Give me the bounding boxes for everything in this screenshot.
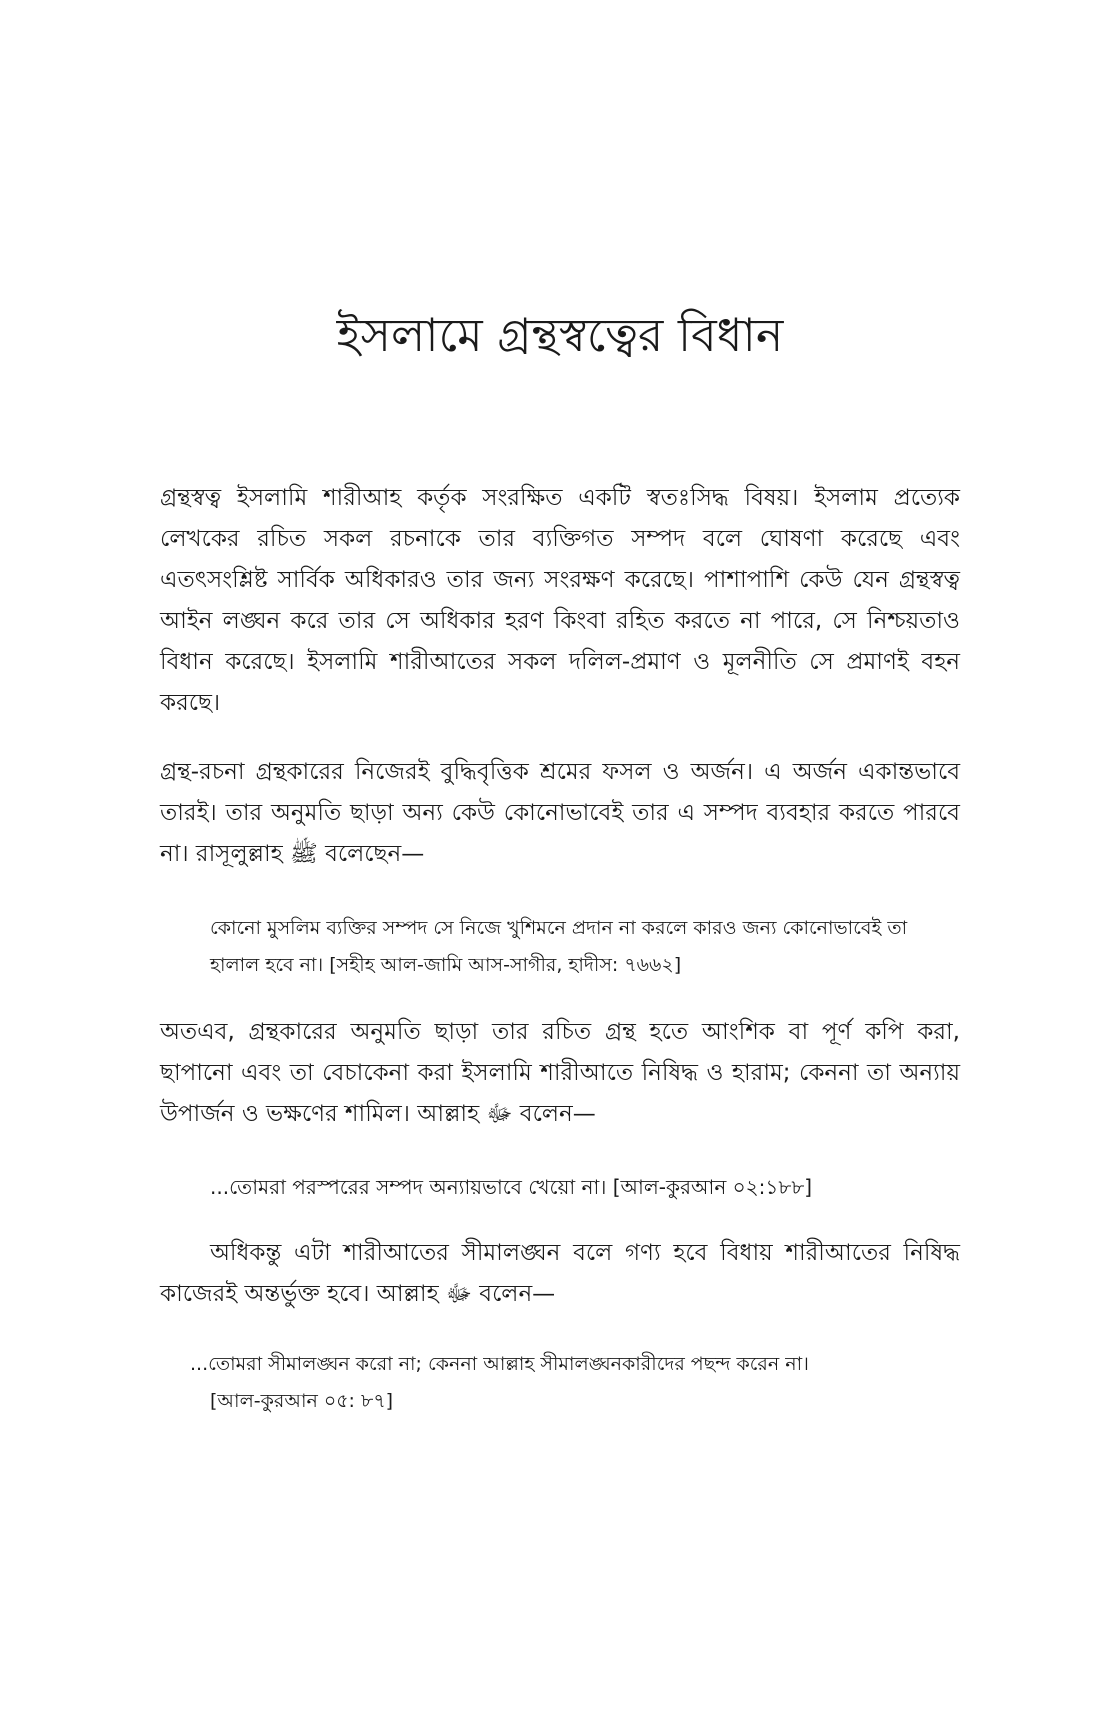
hadith-quote: কোনো মুসলিম ব্যক্তির সম্পদ সে নিজে খুশিমনে প্রদান না করলে কারও জন্য কোনোভাবেই তা হালাল হবে না। [সহীহ আল-জামি আস-সাগীর, হাদীস: ৭৬৬২] [210,917,908,976]
paragraph-copyright-intro: গ্রন্থস্বত্ব ইসলামি শারীআহ কর্তৃক সংরক্ষিত একটি স্বতঃসিদ্ধ বিষয়। ইসলাম প্রত্যেক লেখকের রচিত সকল রচনাকে তার ব্যক্তিগত সম্পদ বলে ঘোষণা করেছে এবং এতৎসংশ্লিষ্ট সার্বিক অধিকারও তার জন্য সংরক্ষণ করেছে। পাশাপাশি কেউ যেন গ্রন্থস্বত্ব আইন লঙ্ঘন করে তার সে অধিকার হরণ কিংবা রহিত করতে না পারে, সে নিশ্চয়তাও বিধান করেছে। ইসলামি শারীআতের সকল দলিল-প্রমাণ ও মূলনীতি সে প্রমাণই বহন করছে। [160,485,960,716]
paragraph-author-ownership: গ্রন্থ-রচনা গ্রন্থকারের নিজেরই বুদ্ধিবৃত্তিক শ্রমের ফসল ও অর্জন। এ অর্জন একান্তভাবে তারই। তার অনুমতি ছাড়া অন্য কেউ কোনোভাবেই তার এ সম্পদ ব্যবহার করতে পারবে না। রাসূলুল্লাহ ﷺ বলেছেন— [160,759,960,867]
quran-quote-5-87 [190,1346,960,1420]
quran-quote-reference: [আল-কুরআন ০৫: ৮৭] [210,1390,394,1412]
page-title: ইসলামে গ্রন্থস্বত্বের বিধান [336,308,784,362]
quran-quote-2-188: ...তোমরা পরস্পরের সম্পদ অন্যায়ভাবে খেয়ো না। [আল-কুরআন ০২:১৮৮] [210,1175,813,1199]
paragraph-prohibition: অতএব, গ্রন্থকারের অনুমতি ছাড়া তার রচিত গ্রন্থ হতে আংশিক বা পূর্ণ কপি করা, ছাপানো এবং তা বেচাকেনা করা ইসলামি শারীআতে নিষিদ্ধ ও হারাম; কেননা তা অন্যায় উপার্জন ও ভক্ষণের শামিল। আল্লাহ ﷻ বলেন— [160,1019,960,1127]
quran-quote-text: ...তোমরা সীমালঙ্ঘন করো না; কেননা আল্লাহ সীমালঙ্ঘনকারীদের পছন্দ করেন না। [190,1353,809,1375]
paragraph-transgression: অধিকন্তু এটা শারীআতের সীমালঙ্ঘন বলে গণ্য হবে বিধায় শারীআতের নিষিদ্ধ কাজেরই অন্তর্ভুক্ত হবে। আল্লাহ ﷻ বলেন— [160,1240,960,1307]
